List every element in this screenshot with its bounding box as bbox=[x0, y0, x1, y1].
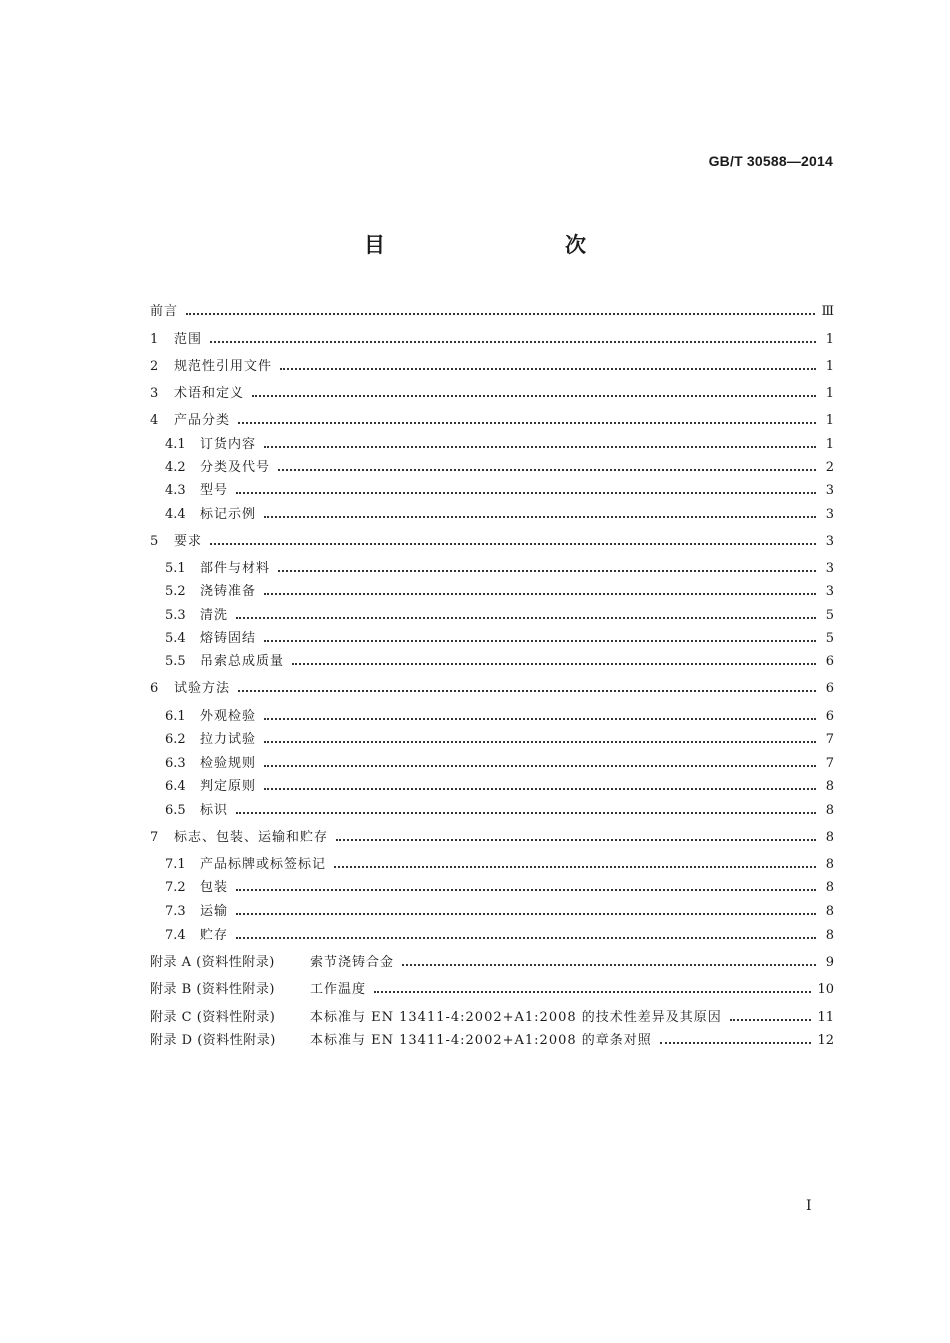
toc-entry-page: 9 bbox=[825, 955, 834, 970]
toc-dot-leader bbox=[278, 570, 816, 572]
toc-dot-leader bbox=[264, 741, 816, 743]
toc-entry-page: 1 bbox=[825, 413, 834, 428]
toc-entry-number: 6.5 bbox=[165, 803, 186, 818]
toc-entry-title: 熔铸固结 bbox=[200, 631, 257, 646]
toc-entry-page: 11 bbox=[817, 1010, 834, 1025]
toc-entry-title: 外观检验 bbox=[200, 709, 257, 724]
toc-dot-leader bbox=[292, 663, 816, 665]
toc-entry-number: 4 bbox=[150, 413, 159, 428]
toc-entry-page: 3 bbox=[825, 561, 834, 576]
toc-entry-title: 标识 bbox=[200, 803, 229, 818]
toc-entry-title: 范围 bbox=[174, 332, 203, 347]
toc-dot-leader bbox=[374, 991, 811, 993]
toc-entry[interactable] bbox=[150, 505, 834, 525]
toc-entry[interactable] bbox=[150, 652, 834, 672]
toc-entry-number: 4.4 bbox=[165, 507, 186, 522]
toc-entry-page: 7 bbox=[825, 756, 834, 771]
toc-entry-number: 4.3 bbox=[165, 483, 186, 498]
toc-entry-title: 规范性引用文件 bbox=[174, 359, 273, 374]
toc-entry-number: 5.1 bbox=[165, 561, 186, 576]
toc-appendix-label: 附录 B (资料性附录) bbox=[150, 982, 275, 997]
toc-entry-page: 8 bbox=[825, 803, 834, 818]
toc-entry-number: 4.2 bbox=[165, 460, 186, 475]
toc-entry[interactable] bbox=[150, 754, 834, 774]
toc-dot-leader bbox=[264, 765, 816, 767]
toc-entry-title: 标志、包装、运输和贮存 bbox=[174, 830, 329, 845]
toc-entry-title: 拉力试验 bbox=[200, 732, 257, 747]
toc-entry-page: 6 bbox=[825, 681, 834, 696]
page-number: I bbox=[806, 1198, 812, 1214]
toc-entry-page: 1 bbox=[825, 332, 834, 347]
toc-entry-title: 检验规则 bbox=[200, 756, 257, 771]
toc-entry-number: 3 bbox=[150, 386, 159, 401]
toc-entry-number: 6 bbox=[150, 681, 159, 696]
toc-title: 目 次 bbox=[364, 233, 632, 257]
toc-entry-page: 8 bbox=[825, 779, 834, 794]
toc-entry-title: 前言 bbox=[150, 304, 179, 319]
toc-entry[interactable] bbox=[150, 384, 834, 404]
toc-dot-leader bbox=[210, 543, 816, 545]
toc-entry-page: 3 bbox=[825, 584, 834, 599]
toc-dot-leader bbox=[236, 913, 816, 915]
toc-dot-leader bbox=[334, 866, 816, 868]
standard-code: GB/T 30588—2014 bbox=[708, 153, 833, 169]
toc-entry-number: 1 bbox=[150, 332, 159, 347]
toc-dot-leader bbox=[264, 718, 816, 720]
toc-entry[interactable] bbox=[150, 330, 834, 350]
toc-entry-page: 1 bbox=[825, 359, 834, 374]
toc-entry-page: 8 bbox=[825, 857, 834, 872]
toc-entry-page: 12 bbox=[817, 1033, 834, 1048]
toc-appendix-label: 附录 C (资料性附录) bbox=[150, 1010, 276, 1025]
toc-entry-page: 10 bbox=[817, 982, 834, 997]
toc-dot-leader bbox=[730, 1019, 812, 1021]
toc-entry[interactable] bbox=[150, 559, 834, 579]
toc-dot-leader bbox=[238, 690, 816, 692]
toc-dot-leader bbox=[278, 469, 816, 471]
toc-entry-number: 6.1 bbox=[165, 709, 186, 724]
toc-entry[interactable] bbox=[150, 629, 834, 649]
toc-entry-title: 判定原则 bbox=[200, 779, 257, 794]
toc-entry-number: 5.3 bbox=[165, 608, 186, 623]
toc-entry-page: 6 bbox=[825, 654, 834, 669]
toc-dot-leader bbox=[210, 341, 816, 343]
toc-entry-number: 4.1 bbox=[165, 437, 186, 452]
toc-entry-title: 本标准与 EN 13411-4:2002+A1:2008 的章条对照 bbox=[310, 1033, 652, 1048]
toc-entry-title: 型号 bbox=[200, 483, 229, 498]
toc-appendix-label: 附录 D (资料性附录) bbox=[150, 1033, 276, 1048]
toc-entry-number: 5.4 bbox=[165, 631, 186, 646]
toc-entry-page: 8 bbox=[825, 830, 834, 845]
toc-dot-leader bbox=[264, 593, 816, 595]
toc-entry-number: 7 bbox=[150, 830, 159, 845]
toc-entry-title: 浇铸准备 bbox=[200, 584, 257, 599]
toc-dot-leader bbox=[252, 395, 816, 397]
toc-entry-page: 3 bbox=[825, 507, 834, 522]
toc-entry-number: 5.5 bbox=[165, 654, 186, 669]
toc-dot-leader bbox=[280, 368, 816, 370]
toc-entry-number: 7.2 bbox=[165, 880, 186, 895]
toc-entry-title: 术语和定义 bbox=[174, 386, 245, 401]
toc-entry-page: 8 bbox=[825, 880, 834, 895]
toc-dot-leader bbox=[236, 492, 816, 494]
toc-entry-page: 3 bbox=[825, 483, 834, 498]
toc-dot-leader bbox=[236, 617, 816, 619]
toc-dot-leader bbox=[264, 516, 816, 518]
toc-dot-leader bbox=[236, 889, 816, 891]
toc-dot-leader bbox=[660, 1042, 812, 1044]
toc-dot-leader bbox=[264, 640, 816, 642]
toc-entry-page: Ⅲ bbox=[821, 304, 834, 319]
toc-entry[interactable] bbox=[150, 730, 834, 750]
toc-entry-page: 5 bbox=[825, 631, 834, 646]
toc-entry[interactable] bbox=[150, 302, 834, 322]
toc-entry-number: 7.1 bbox=[165, 857, 186, 872]
toc-entry-title: 包装 bbox=[200, 880, 229, 895]
toc-entry-number: 7.4 bbox=[165, 928, 186, 943]
toc-entry[interactable] bbox=[150, 481, 834, 501]
toc-entry-page: 3 bbox=[825, 534, 834, 549]
toc-entry-number: 5.2 bbox=[165, 584, 186, 599]
toc-entry-page: 1 bbox=[825, 386, 834, 401]
toc-entry[interactable] bbox=[150, 828, 834, 848]
toc-entry-title: 要求 bbox=[174, 534, 203, 549]
toc-entry-number: 7.3 bbox=[165, 904, 186, 919]
toc-entry[interactable] bbox=[150, 902, 834, 922]
toc-entry-page: 8 bbox=[825, 904, 834, 919]
toc-entry[interactable] bbox=[150, 855, 834, 875]
toc-entry-title: 工作温度 bbox=[310, 982, 367, 997]
toc-dot-leader bbox=[186, 313, 815, 315]
toc-entry-number: 5 bbox=[150, 534, 159, 549]
toc-entry[interactable] bbox=[150, 458, 834, 478]
toc-entry-page: 1 bbox=[825, 437, 834, 452]
toc-dot-leader bbox=[238, 422, 816, 424]
toc-entry[interactable] bbox=[150, 435, 834, 455]
toc-dot-leader bbox=[402, 964, 816, 966]
toc-entry-page: 7 bbox=[825, 732, 834, 747]
toc-entry[interactable] bbox=[150, 1031, 834, 1051]
toc-dot-leader bbox=[264, 788, 816, 790]
toc-entry-title: 分类及代号 bbox=[200, 460, 271, 475]
toc-dot-leader bbox=[336, 839, 816, 841]
toc-dot-leader bbox=[236, 812, 816, 814]
toc-entry[interactable] bbox=[150, 532, 834, 552]
toc-entry-page: 8 bbox=[825, 928, 834, 943]
toc-entry-title: 标记示例 bbox=[200, 507, 257, 522]
toc-entry-page: 2 bbox=[825, 460, 834, 475]
toc-entry-title: 索节浇铸合金 bbox=[310, 955, 395, 970]
toc-entry-page: 6 bbox=[825, 709, 834, 724]
toc-entry[interactable] bbox=[150, 777, 834, 797]
toc-entry-title: 清洗 bbox=[200, 608, 229, 623]
toc-entry-page: 5 bbox=[825, 608, 834, 623]
toc-entry[interactable] bbox=[150, 582, 834, 602]
toc-entry[interactable] bbox=[150, 878, 834, 898]
toc-entry-number: 6.3 bbox=[165, 756, 186, 771]
toc-entry[interactable] bbox=[150, 679, 834, 699]
toc-entry-title: 贮存 bbox=[200, 928, 229, 943]
toc-dot-leader bbox=[236, 937, 816, 939]
toc-entry-title: 吊索总成质量 bbox=[200, 654, 285, 669]
toc-entry-number: 2 bbox=[150, 359, 159, 374]
toc-appendix-label: 附录 A (资料性附录) bbox=[150, 955, 275, 970]
toc-entry-title: 部件与材料 bbox=[200, 561, 271, 576]
toc-entry[interactable] bbox=[150, 1008, 834, 1028]
toc-entry-title: 运输 bbox=[200, 904, 229, 919]
toc-entry[interactable] bbox=[150, 926, 834, 946]
toc-entry-title: 产品分类 bbox=[174, 413, 231, 428]
toc-dot-leader bbox=[264, 446, 816, 448]
toc-entry[interactable] bbox=[150, 357, 834, 377]
toc-entry-number: 6.2 bbox=[165, 732, 186, 747]
toc-entry[interactable] bbox=[150, 953, 834, 973]
toc-entry[interactable] bbox=[150, 801, 834, 821]
toc-entry[interactable] bbox=[150, 980, 834, 1000]
toc-entry[interactable] bbox=[150, 411, 834, 431]
toc-entry-title: 本标准与 EN 13411-4:2002+A1:2008 的技术性差异及其原因 bbox=[310, 1010, 722, 1025]
toc-entry-title: 订货内容 bbox=[200, 437, 257, 452]
toc-entry-number: 6.4 bbox=[165, 779, 186, 794]
toc-entry[interactable] bbox=[150, 707, 834, 727]
toc-entry[interactable] bbox=[150, 606, 834, 626]
toc-entry-title: 产品标牌或标签标记 bbox=[200, 857, 327, 872]
toc-entry-title: 试验方法 bbox=[174, 681, 231, 696]
